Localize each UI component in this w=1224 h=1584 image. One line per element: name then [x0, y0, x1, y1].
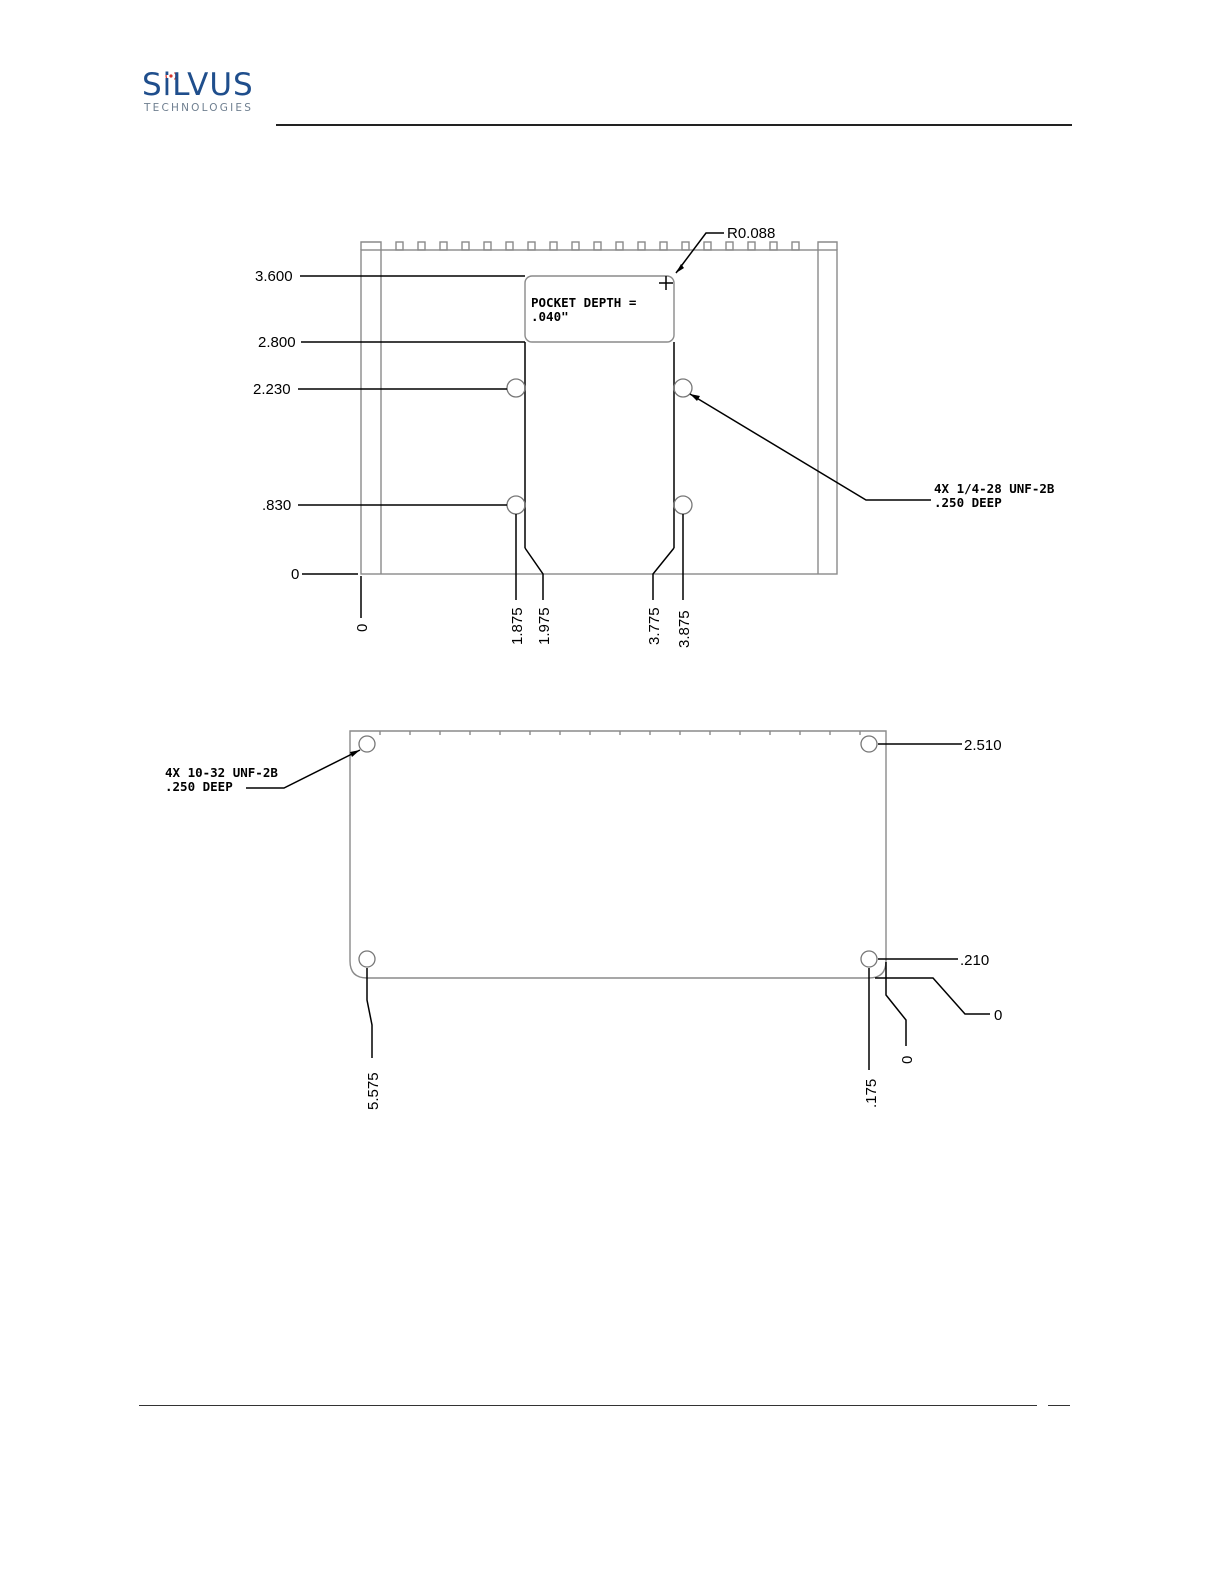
dim-label-bottom-h0: 0	[899, 1055, 916, 1064]
dim-label-h0: 0	[354, 623, 371, 632]
dim-label-h1975: 1.975	[536, 607, 553, 645]
bottom-view	[165, 731, 1002, 1110]
dim-leader-bottom-v0	[875, 978, 990, 1014]
dim-label-0175: .175	[863, 1078, 880, 1108]
dim-label-2800: 2.800	[258, 334, 296, 351]
cooling-fins	[396, 242, 799, 250]
bottom-holes-line1: 4X 10-32 UNF-2B	[165, 765, 278, 780]
dim-label-5575: 5.575	[365, 1072, 382, 1110]
dim-label-2230: 2.230	[253, 381, 291, 398]
dim-label-3600: 3.600	[255, 268, 293, 285]
top-hole-upper-right	[674, 379, 692, 397]
dim-leader-bottom-h0	[886, 962, 906, 1046]
dim-label-v0: 0	[291, 566, 300, 583]
top-hole-lower-left	[507, 496, 525, 514]
top-holes-line2: .250 DEEP	[934, 495, 1002, 510]
top-view	[253, 225, 1055, 648]
footer-divider	[139, 1405, 1037, 1406]
top-hole-upper-left	[507, 379, 525, 397]
top-view-left-post	[361, 242, 381, 250]
radius-label: R0.088	[727, 225, 776, 242]
footer-page-rule	[1048, 1405, 1070, 1406]
top-holes-line1: 4X 1/4-28 UNF-2B	[934, 481, 1055, 496]
pocket-depth-line2: .040"	[531, 309, 569, 324]
dim-label-h1875: 1.875	[509, 607, 526, 645]
bottom-hole-upper-right	[861, 736, 877, 752]
dim-leader-5575	[367, 968, 372, 1058]
dim-label-0830: .830	[262, 497, 292, 514]
dim-label-0210: .210	[960, 952, 990, 969]
bottom-hole-lower-left	[359, 951, 375, 967]
dim-label-bottom-v0: 0	[994, 1007, 1003, 1024]
dim-label-h3875: 3.875	[676, 610, 693, 648]
top-view-right-post	[818, 242, 837, 250]
bottom-hole-lower-right	[861, 951, 877, 967]
logo-wordmark: SiLVUS	[142, 67, 254, 103]
top-hole-lower-right	[674, 496, 692, 514]
dim-label-h3775: 3.775	[646, 607, 663, 645]
logo-subtitle: TECHNOLOGIES	[144, 102, 254, 114]
dim-label-2510: 2.510	[964, 737, 1002, 754]
top-holes-leader	[690, 394, 931, 500]
bottom-holes-line2: .250 DEEP	[165, 779, 233, 794]
pocket-depth-line1: POCKET DEPTH =	[531, 295, 637, 310]
bottom-view-outline	[350, 731, 886, 978]
bottom-hole-upper-left	[359, 736, 375, 752]
